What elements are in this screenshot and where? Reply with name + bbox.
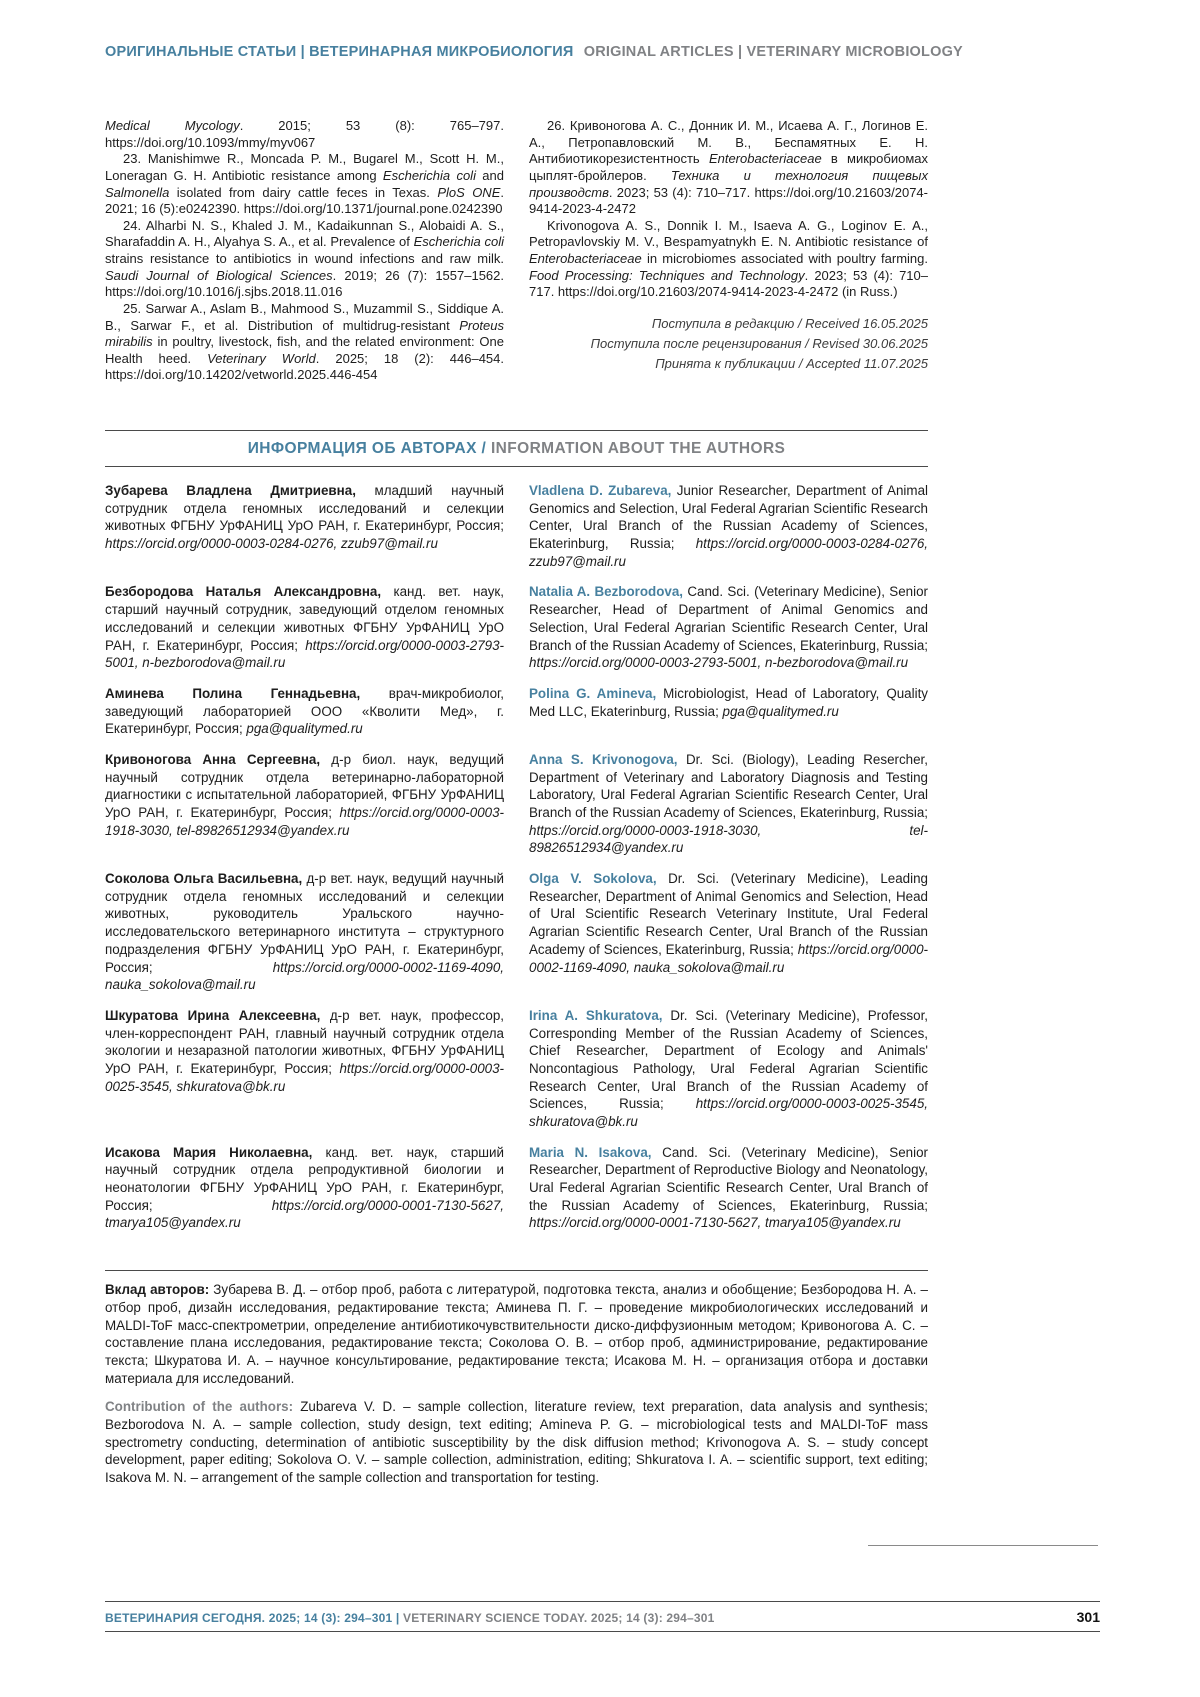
author-entry-ru: Кривоногова Анна Сергеевна, д-р биол. наук, ведущий научный сотрудник отдела ветеринарно-лабораторной диагностики с испытательной лабораторией, ФГБНУ УрФАНИЦ УрО РАН, г. Екатеринбург, Россия; https://orcid.org/0000-0003-1918-3030, tel-89826512934@yandex.ru xyxy=(105,751,504,838)
authors-title-en: INFORMATION ABOUT THE AUTHORS xyxy=(490,440,786,457)
author-entry-ru: Шкуратова Ирина Алексеевна, д-р вет. наук, профессор, член-корреспондент РАН, главный научный сотрудник отдела экологии и незаразной патологии животных, ФГБНУ УрФАНИЦ УрО РАН, г. Екатеринбург, Россия; https://orcid.org/0000-0003-0025-3545, shkuratova@bk.ru xyxy=(105,1007,504,1094)
page-content xyxy=(105,118,928,1498)
author-entry-en: Maria N. Isakova, Cand. Sci. (Veterinary Medicine), Senior Researcher, Department of Reproductive Biology and Neonatology, Ural Federal Agrarian Scientific Research Center, Ural Branch of the Russian Academy of Sciences, Ekaterinburg, Russia; https://orcid.org/0000-0001-7130-5627, tmarya105@yandex.ru xyxy=(529,1144,928,1231)
author-entry-en: Natalia A. Bezborodova, Cand. Sci. (Veterinary Medicine), Senior Researcher, Head of Department of Animal Genomics and Selection, Ural Federal Agrarian Scientific Research Center, Ural Branch of the Russian Academy of Sciences, Ekaterinburg, Russia; https://orcid.org/0000-0003-2793-5001, n-bezborodova@mail.ru xyxy=(529,584,928,671)
authors-section xyxy=(105,482,928,1232)
page-footer xyxy=(105,1601,1100,1632)
author-entry-en: Polina G. Amineva, Microbiologist, Head of Laboratory, Quality Med LLC, Ekaterinburg, Russia; pga@qualitymed.ru xyxy=(529,685,928,719)
author-entry-ru: Аминева Полина Геннадьевна, врач-микробиолог, заведующий лабораторией ООО «Кволити Мед», г. Екатеринбург, Россия; pga@qualitymed.ru xyxy=(105,685,504,737)
author-entry-ru: Соколова Ольга Васильевна, д-р вет. наук, ведущий научный сотрудник отдела геномных исследований и селекции животных, руководитель Уральского научно-исследовательского ветеринарного института – структурного подразделения ФГБНУ УрФАНИЦ УрО РАН, г. Екатеринбург, Россия; https://orcid.org/0000-0002-1169-4090, nauka_sokolova@mail.ru xyxy=(105,871,504,993)
page-header xyxy=(105,44,1120,60)
footer-journal-line xyxy=(105,1611,715,1625)
author-entry-en: Olga V. Sokolova, Dr. Sci. (Veterinary Medicine), Leading Researcher, Department of Animal Genomics and Selection, Head of Ural Scientific Research Veterinary Institute, Ural Federal Agrarian Scientific Research Center, Ural Branch of the Russian Academy of Sciences, Ekaterinburg, Russia; https://orcid.org/0000-0002-1169-4090, nauka_sokolova@mail.ru xyxy=(529,871,928,975)
references-section xyxy=(105,118,928,384)
references-column-right xyxy=(529,118,928,384)
author-entry-en: Anna S. Krivonogova, Dr. Sci. (Biology), Leading Resercher, Department of Veterinary and Laboratory Diagnosis and Testing Laboratory, Ural Federal Agrarian Scientific Research Center, Ural Branch of the Russian Academy of Sciences, Ekaterinburg, Russia; https://orcid.org/0000-0003-1918-3030, tel-89826512934@yandex.ru xyxy=(529,751,929,856)
author-entry-en: Vladlena D. Zubareva, Junior Researcher, Department of Animal Genomics and Selection, Ural Federal Agrarian Scientific Research Center, Ural Branch of the Russian Academy of Sciences, Ekaterinburg, Russia; https://orcid.org/0000-0003-0284-0276, zzub97@mail.ru xyxy=(529,483,928,569)
reference-item: 24. Alharbi N. S., Khaled J. M., Kadaikunnan S., Alobaidi A. S., Sharafaddin A. H., Alyahya S. A., et al. Prevalence of Escherichia coli strains resistance to antibiotics in wound infections and raw milk. Saudi Journal of Biological Sciences. 2019; 26 (7): 1557–1562. https://doi.org/10.1016/j.sjbs.2018.11.016 xyxy=(105,217,504,300)
reference-item: 25. Sarwar A., Aslam B., Mahmood S., Muzammil S., Siddique A. B., Sarwar F., et al. Distribution of multidrug-resistant Proteus mirabilis in poultry, livestock, fish, and the related environment: One Health heed. Veterinary World. 2025; 18 (2): 446–454. https://doi.org/10.14202/vetworld.2025.446-454 xyxy=(105,300,504,383)
submission-date-received: Поступила в редакцию / Received 16.05.2025 xyxy=(651,315,928,331)
page-number: 301 xyxy=(1076,1609,1100,1625)
contribution-ru: Вклад авторов: Зубарева В. Д. – отбор проб, работа с литературой, подготовка текста, анализ и обобщение; Безбородова Н. А. – отбор проб, дизайн исследования, редактирование текста; Аминева П. Г. – проведение микробиологических исследований и MALDI-ToF масс-спектрометрии, определение антибиотикочувствительности диско-диффузионным методом; Кривоногова А. С. – составление плана исследования, редактирование текста; Соколова О. В. – отбор проб, администрирование, редактирование текста; Шкуратова И. А. – научное консультирование, редактирование текста; Исакова М. Н. – организация отбора и доставки материала для исследований. xyxy=(105,1282,928,1386)
submission-date-accepted: Принята к публикации / Accepted 11.07.2025 xyxy=(655,356,928,372)
author-entry-ru: Зубарева Владлена Дмитриевна, младший научный сотрудник отдела геномных исследований и селекции животных ФГБНУ УрФАНИЦ УрО РАН, г. Екатеринбург, Россия; https://orcid.org/0000-0003-0284-0276, zzub97@mail.ru xyxy=(105,483,504,552)
author-entry-ru: Исакова Мария Николаевна, канд. вет. наук, старший научный сотрудник отдела репродуктивной биологии и неонатологии ФГБНУ УрФАНИЦ УрО РАН, г. Екатеринбург, Россия; https://orcid.org/0000-0001-7130-5627, tmarya105@yandex.ru xyxy=(105,1144,504,1231)
submission-dates xyxy=(529,314,928,374)
author-entry-ru: Безбородова Наталья Александровна, канд. вет. наук, старший научный сотрудник, заведующий отделом геномных исследований и селекции животных ФГБНУ УрФАНИЦ УрО РАН, г. Екатеринбург, Россия; https://orcid.org/0000-0003-2793-5001, n-bezborodova@mail.ru xyxy=(105,584,504,671)
author-entry-en: Irina A. Shkuratova, Dr. Sci. (Veterinary Medicine), Professor, Corresponding Member of the Russian Academy of Sciences, Chief Researcher, Department of Ecology and Animals' Noncontagious Pathology, Ural Federal Agrarian Scientific Research Center, Ural Branch of the Russian Academy of Sciences, Russia; https://orcid.org/0000-0003-0025-3545, shkuratova@bk.ru xyxy=(529,1007,929,1129)
authors-section-title xyxy=(105,430,928,467)
reference-item: 23. Manishimwe R., Moncada P. M., Bugarel M., Scott H. M., Loneragan G. H. Antibiotic resistance among Escherichia coli and Salmonella isolated from dairy cattle feces in Texas. PloS ONE. 2021; 16 (5):e0242390. https://doi.org/10.1371/journal.pone.0242390 xyxy=(105,151,504,217)
authors-title-ru: ИНФОРМАЦИЯ ОБ АВТОРАХ / xyxy=(247,440,487,457)
header-rubric-ru: ОРИГИНАЛЬНЫЕ СТАТЬИ | ВЕТЕРИНАРНАЯ МИКРОБИОЛОГИЯ xyxy=(105,44,574,60)
footer-journal-ru: ВЕТЕРИНАРИЯ СЕГОДНЯ. 2025; 14 (3): 294–301 | xyxy=(105,1611,400,1625)
submission-date-revised: Поступила после рецензирования / Revised 30.06.2025 xyxy=(590,336,928,352)
reference-item: Medical Mycology. 2015; 53 (8): 765–797. https://doi.org/10.1093/mmy/myv067 xyxy=(105,118,504,150)
header-rubric-en: ORIGINAL ARTICLES | VETERINARY MICROBIOLOGY xyxy=(583,44,963,60)
reference-item: Krivonogova A. S., Donnik I. M., Isaeva A. G., Loginov E. A., Petropavlovskiy M. V., Bespamyatnykh E. N. Antibiotic resistance of Enterobacteriaceae in microbiomes associated with poultry farming. Food Processing: Techniques and Technology. 2023; 53 (4): 710–717. https://doi.org/10.21603/2074-9414-2023-4-2472 (in Russ.) xyxy=(529,217,928,300)
contribution-en: Contribution of the authors: Zubareva V. D. – sample collection, literature review, text preparation, data analysis and synthesis; Bezborodova N. A. – sample collection, study design, text editing; Amineva P. G. – microbiological tests and MALDI-ToF mass spectrometry conducting, determination of antibiotic susceptibility by the disk diffusion method; Krivonogova A. S. – study concept development, paper editing; Sokolova O. V. – sample collection, administration, editing; Shkuratova I. A. – scientific support, text editing; Isakova M. N. – arrangement of the sample collection and transportation for testing. xyxy=(105,1399,928,1485)
reference-item: 26. Кривоногова А. С., Донник И. М., Исаева А. Г., Логинов Е. А., Петропавловский М. В., Беспамятных Е. Н. Антибиотикорезистентность Enterobacteriaceae в микробиомах цыплят-бройлеров. Техника и технология пищевых производств. 2023; 53 (4): 710–717. https://doi.org/10.21603/2074-9414-2023-4-2472 xyxy=(529,118,928,217)
end-of-article-rule xyxy=(868,1545,1098,1546)
references-column-left xyxy=(105,118,504,384)
footer-journal-en: VETERINARY SCIENCE TODAY. 2025; 14 (3): 294–301 xyxy=(403,1611,715,1625)
contribution-section xyxy=(105,1270,928,1487)
